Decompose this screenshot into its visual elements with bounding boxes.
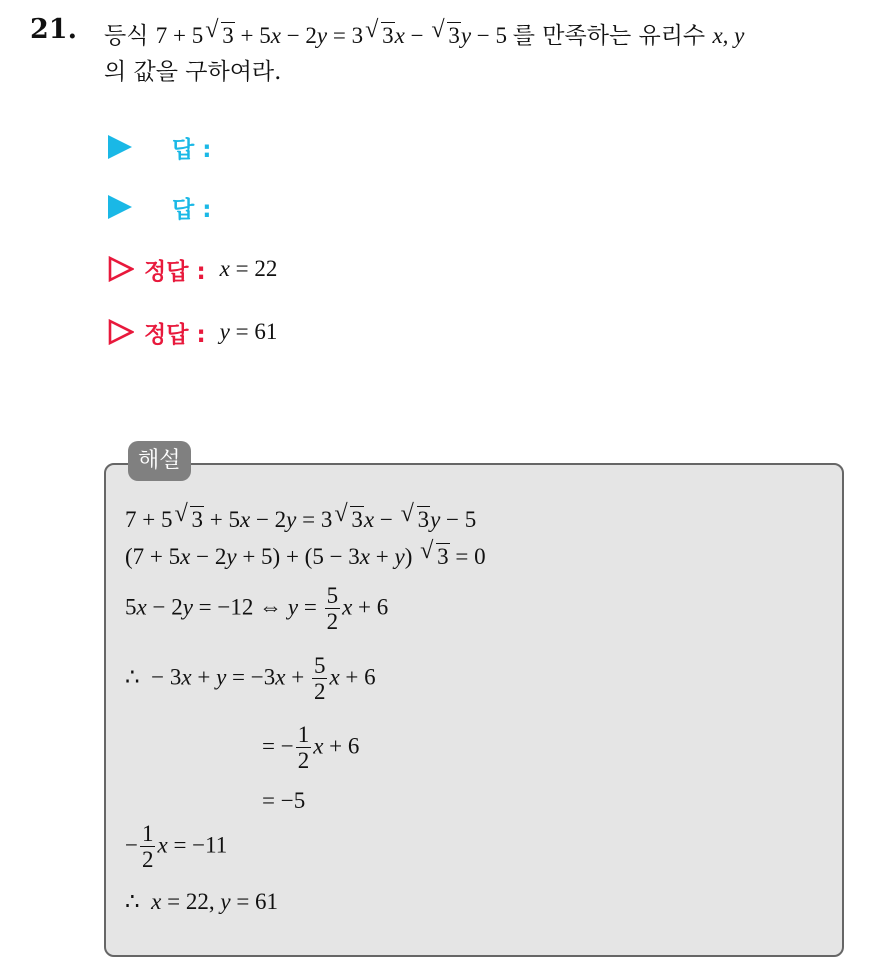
solution-line-8: ∴ x = 22, y = 61 [125,889,279,914]
correct-label: 정답 : [144,321,206,348]
answer-blank-2[interactable] [108,187,211,227]
solution-tab: 해설 [128,441,191,481]
question-equation: 7 + 5 √ 3 + 5x − 2y = 3 √ 3x − √ 3y − 5 [155,16,508,48]
fraction: $\frac{1}{2}$ [141,821,154,873]
solution-box [104,463,844,957]
correct-label: 정답 : [144,258,206,285]
correct-value: y = 61 [219,319,278,344]
play-arrow-icon [108,195,132,219]
solution-line-6: = −5 [262,788,306,813]
answer-blank-1[interactable] [108,127,211,167]
question-line2: 의 값을 구하여라. [104,59,282,85]
solution-line-1: 7 + 5 √ 3 + 5x − 2y = 3 √ 3x − √ 3y − 5 [125,500,477,532]
correct-value: x = 22 [219,256,278,281]
solution-line-7: − $\frac{1}{2}$ x = −11 [125,821,228,873]
question-suffix: 를 만족하는 유리수 [512,23,706,49]
correct-answer-x [108,249,277,289]
question-text [104,18,744,90]
fraction: $\frac{5}{2}$ [313,653,326,705]
fraction: $\frac{1}{2}$ [297,722,310,774]
outline-arrow-icon [108,256,134,282]
solution-line-4: ∴ − 3x + y = −3x + $\frac{5}{2}$ x + 6 [125,653,376,705]
fraction: $\frac{5}{2}$ [326,583,339,635]
question-prefix: 등식 [104,23,149,49]
solution-line-2: (7 + 5x − 2y + 5) + (5 − 3x + y) √ 3 = 0 [125,537,486,569]
solution-line-3: 5x − 2y = −12 ⇔ y = $\frac{5}{2}$ x + 6 [125,583,389,635]
question-vars: x, y [712,23,745,48]
play-arrow-icon [108,135,132,159]
solution-line-5: = − $\frac{1}{2}$ x + 6 [262,722,360,774]
question-number: 21. [30,14,77,45]
answer-label: 답 : [172,136,212,163]
outline-arrow-icon [108,319,134,345]
correct-answer-y [108,312,277,352]
answer-label: 답 : [172,196,212,223]
